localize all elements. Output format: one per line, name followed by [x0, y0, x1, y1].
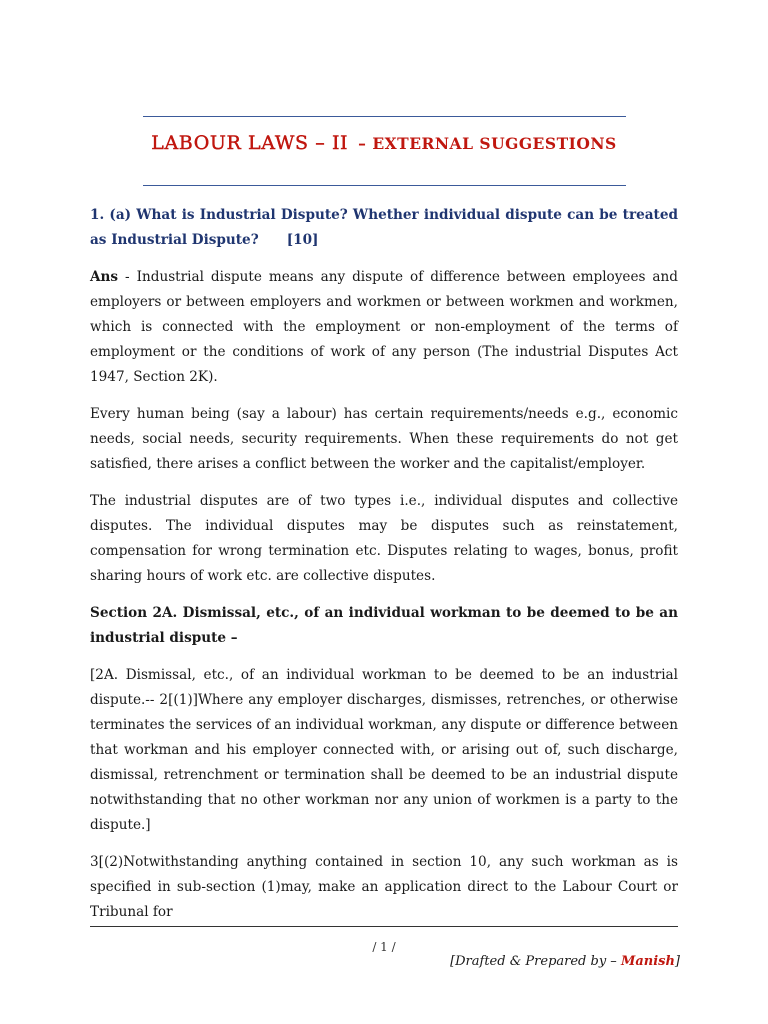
answer-text: - Industrial dispute means any dispute of difference between employees and employers or between employers and workmen or between workmen and workmen, which is connected with the employment or non-employment of the terms of employment or the conditions of work of any person (The industrial Disputes Act 1947, Section 2K). [90, 269, 678, 385]
paragraph-subsection-2: 3[(2)Notwithstanding anything contained in section 10, any such workman as is specified in sub-section (1)may, make an application direct to the Labour Court or Tribunal for [90, 854, 678, 920]
section-2a-heading: Section 2A. Dismissal, etc., of an individual workman to be deemed to be an industrial dispute – [90, 605, 678, 646]
answer-paragraph [90, 265, 678, 390]
paragraph-needs: Every human being (say a labour) has certain requirements/needs e.g., economic needs, social needs, security requirements. When these requirements do not get satisfied, there arises a conflict between the worker and the capitalist/employer. [90, 406, 678, 472]
paragraph-types: The industrial disputes are of two types i.e., individual disputes and collective disputes. The individual disputes may be disputes such as reinstatement, compensation for wrong termination etc. Disputes relating to wages, bonus, profit sharing hours of work etc. are collective disputes. [90, 493, 678, 584]
header-rule-top [143, 116, 626, 117]
answer-label: Ans [90, 269, 119, 285]
page-number: / 1 / [372, 940, 396, 954]
title-sub: – EXTERNAL SUGGESTIONS [358, 134, 617, 153]
question-1 [90, 203, 678, 253]
credit-suffix: ] [674, 954, 680, 969]
title-main: LABOUR LAWS – II [151, 132, 349, 154]
paragraph-section-2a: [2A. Dismissal, etc., of an individual workman to be deemed to be an industrial dispute.-- 2[(1)]Where any employer discharges, dismisses, retrenches, or otherwise terminates the services of an individual workman, any dispute or difference between that workman and his employer connected with, or arising out of, such discharge, dismissal, retrenchment or termination shall be deemed to be an industrial dispute notwithstanding that no other workman nor any union of workmen is a party to the dispute.] [90, 667, 678, 833]
credit-author: Manish [620, 954, 675, 969]
document-body [90, 203, 678, 937]
header-rule-bottom [143, 185, 626, 186]
footer-credit [450, 954, 680, 969]
question-1-text: 1. (a) What is Industrial Dispute? Whether individual dispute can be treated as Industrial Dispute? [90, 207, 678, 248]
document-title [0, 132, 768, 154]
credit-prefix: [Drafted & Prepared by – [450, 954, 621, 969]
question-1-marks: [10] [286, 232, 319, 248]
footer-rule [90, 926, 678, 927]
